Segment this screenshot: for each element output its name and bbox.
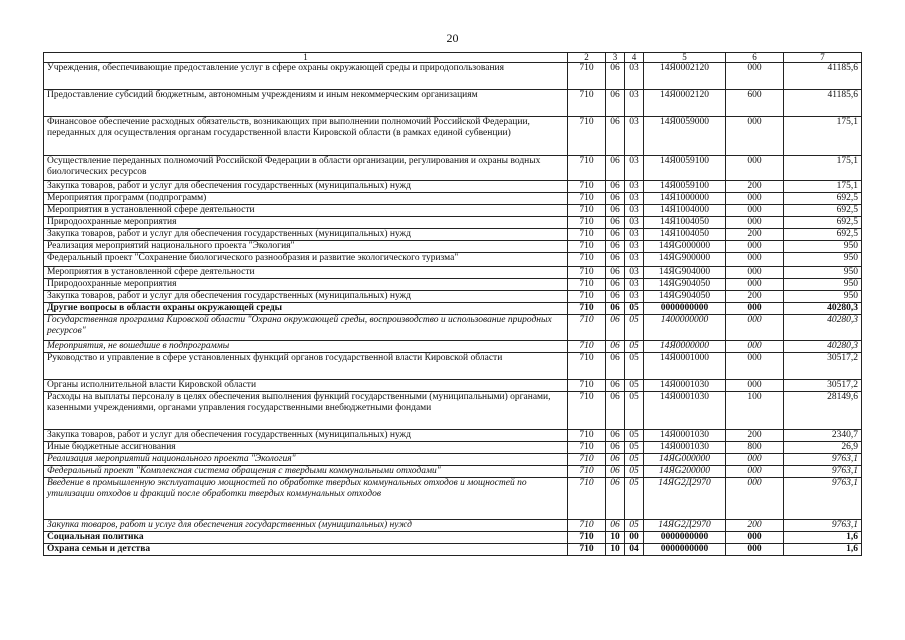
table-row xyxy=(44,63,862,90)
subsection-code-cell: 03 xyxy=(625,217,644,229)
amount-cell: 41185,6 xyxy=(784,63,862,90)
ved-code-cell: 710 xyxy=(568,205,606,217)
amount-cell: 9763,1 xyxy=(784,454,862,466)
target-article-cell: 14ЯG904050 xyxy=(644,279,726,291)
amount-cell: 9763,1 xyxy=(784,520,862,532)
target-article-cell: 14Я0001030 xyxy=(644,430,726,442)
table-row xyxy=(44,303,862,315)
table-row xyxy=(44,353,862,380)
row-name-cell: Органы исполнительной власти Кировской области xyxy=(44,380,568,392)
table-row xyxy=(44,279,862,291)
expense-type-cell: 000 xyxy=(726,267,784,279)
expense-type-cell: 000 xyxy=(726,454,784,466)
row-name-cell: Учреждения, обеспечивающие предоставление услуг в сфере охраны окружающей среды и природопользования xyxy=(44,63,568,90)
section-code-cell: 06 xyxy=(606,117,625,156)
target-article-cell: 0000000000 xyxy=(644,303,726,315)
ved-code-cell: 710 xyxy=(568,291,606,303)
row-name-cell: Закупка товаров, работ и услуг для обеспечения государственных (муниципальных) нужд xyxy=(44,430,568,442)
section-code-cell: 06 xyxy=(606,341,625,353)
table-row xyxy=(44,430,862,442)
row-name-cell: Финансовое обеспечение расходных обязательств, возникающих при выполнении полномочий Российской Федерации, переданных для осуществления органам государственной власти Кировской области (в рамках единой субвенции) xyxy=(44,117,568,156)
subsection-code-cell: 03 xyxy=(625,90,644,117)
section-code-cell: 06 xyxy=(606,430,625,442)
row-name-cell: Расходы на выплаты персоналу в целях обеспечения выполнения функций государственными (муниципальными) органами, казенными учреждениями, органами управления государственными внебюджетными фондами xyxy=(44,392,568,430)
table-row xyxy=(44,193,862,205)
section-code-cell: 06 xyxy=(606,253,625,267)
subsection-code-cell: 05 xyxy=(625,454,644,466)
expense-type-cell: 200 xyxy=(726,229,784,241)
section-code-cell: 10 xyxy=(606,532,625,544)
expense-type-cell: 800 xyxy=(726,442,784,454)
amount-cell: 2340,7 xyxy=(784,430,862,442)
amount-cell: 950 xyxy=(784,267,862,279)
ved-code-cell: 710 xyxy=(568,380,606,392)
subsection-code-cell: 05 xyxy=(625,303,644,315)
subsection-code-cell: 03 xyxy=(625,279,644,291)
section-code-cell: 10 xyxy=(606,544,625,556)
row-name-cell: Мероприятия, не вошедшие в подпрограммы xyxy=(44,341,568,353)
ved-code-cell: 710 xyxy=(568,229,606,241)
expense-type-cell: 000 xyxy=(726,156,784,181)
column-header: 7 xyxy=(784,53,862,63)
target-article-cell: 14Я1000000 xyxy=(644,193,726,205)
subsection-code-cell: 05 xyxy=(625,430,644,442)
target-article-cell: 14Я0059100 xyxy=(644,156,726,181)
ved-code-cell: 710 xyxy=(568,315,606,341)
row-name-cell: Мероприятия в установленной сфере деятельности xyxy=(44,267,568,279)
target-article-cell: 14ЯG2Д2970 xyxy=(644,478,726,520)
table-row xyxy=(44,315,862,341)
subsection-code-cell: 03 xyxy=(625,193,644,205)
amount-cell: 26,9 xyxy=(784,442,862,454)
subsection-code-cell: 05 xyxy=(625,341,644,353)
expense-type-cell: 000 xyxy=(726,532,784,544)
expense-type-cell: 000 xyxy=(726,478,784,520)
expense-type-cell: 000 xyxy=(726,205,784,217)
table-row xyxy=(44,267,862,279)
subsection-code-cell: 00 xyxy=(625,532,644,544)
table-header-row xyxy=(44,53,862,63)
section-code-cell: 06 xyxy=(606,279,625,291)
subsection-code-cell: 05 xyxy=(625,353,644,380)
subsection-code-cell: 03 xyxy=(625,181,644,193)
amount-cell: 9763,1 xyxy=(784,466,862,478)
ved-code-cell: 710 xyxy=(568,341,606,353)
row-name-cell: Государственная программа Кировской области "Охрана окружающей среды, воспроизводство и использование природных ресурсов" xyxy=(44,315,568,341)
expense-type-cell: 000 xyxy=(726,193,784,205)
expense-type-cell: 000 xyxy=(726,117,784,156)
target-article-cell: 1400000000 xyxy=(644,315,726,341)
ved-code-cell: 710 xyxy=(568,532,606,544)
column-header: 5 xyxy=(644,53,726,63)
subsection-code-cell: 03 xyxy=(625,267,644,279)
section-code-cell: 06 xyxy=(606,442,625,454)
subsection-code-cell: 05 xyxy=(625,392,644,430)
row-name-cell: Закупка товаров, работ и услуг для обеспечения государственных (муниципальных) нужд xyxy=(44,520,568,532)
amount-cell: 9763,1 xyxy=(784,478,862,520)
table-row xyxy=(44,532,862,544)
row-name-cell: Федеральный проект "Комплексная система обращения с твердыми коммунальными отходами" xyxy=(44,466,568,478)
expense-type-cell: 000 xyxy=(726,241,784,253)
table-row xyxy=(44,253,862,267)
amount-cell: 175,1 xyxy=(784,117,862,156)
amount-cell: 30517,2 xyxy=(784,353,862,380)
expense-type-cell: 000 xyxy=(726,303,784,315)
amount-cell: 950 xyxy=(784,279,862,291)
row-name-cell: Закупка товаров, работ и услуг для обеспечения государственных (муниципальных) нужд xyxy=(44,229,568,241)
ved-code-cell: 710 xyxy=(568,392,606,430)
amount-cell: 175,1 xyxy=(784,156,862,181)
ved-code-cell: 710 xyxy=(568,544,606,556)
subsection-code-cell: 03 xyxy=(625,117,644,156)
row-name-cell: Предоставление субсидий бюджетным, автономным учреждениям и иным некоммерческим организациям xyxy=(44,90,568,117)
section-code-cell: 06 xyxy=(606,193,625,205)
expense-type-cell: 200 xyxy=(726,520,784,532)
budget-table xyxy=(43,52,862,556)
amount-cell: 1,6 xyxy=(784,544,862,556)
table-row xyxy=(44,241,862,253)
subsection-code-cell: 03 xyxy=(625,63,644,90)
target-article-cell: 14Я1004000 xyxy=(644,205,726,217)
target-article-cell: 14Я0001000 xyxy=(644,353,726,380)
amount-cell: 40280,3 xyxy=(784,341,862,353)
ved-code-cell: 710 xyxy=(568,253,606,267)
subsection-code-cell: 03 xyxy=(625,241,644,253)
target-article-cell: 14Я0059000 xyxy=(644,117,726,156)
amount-cell: 692,5 xyxy=(784,205,862,217)
expense-type-cell: 000 xyxy=(726,217,784,229)
ved-code-cell: 710 xyxy=(568,303,606,315)
target-article-cell: 14ЯG200000 xyxy=(644,466,726,478)
target-article-cell: 14ЯG2Д2970 xyxy=(644,520,726,532)
target-article-cell: 14Я0059100 xyxy=(644,181,726,193)
row-name-cell: Природоохранные мероприятия xyxy=(44,217,568,229)
page-number: 20 xyxy=(446,31,459,45)
target-article-cell: 14Я0001030 xyxy=(644,442,726,454)
ved-code-cell: 710 xyxy=(568,478,606,520)
amount-cell: 950 xyxy=(784,241,862,253)
table-row xyxy=(44,478,862,520)
amount-cell: 950 xyxy=(784,253,862,267)
target-article-cell: 14Я1004050 xyxy=(644,217,726,229)
section-code-cell: 06 xyxy=(606,454,625,466)
ved-code-cell: 710 xyxy=(568,193,606,205)
table-row xyxy=(44,392,862,430)
row-name-cell: Реализация мероприятий национального проекта "Экология" xyxy=(44,454,568,466)
target-article-cell: 14ЯG904050 xyxy=(644,291,726,303)
expense-type-cell: 000 xyxy=(726,466,784,478)
expense-type-cell: 000 xyxy=(726,353,784,380)
expense-type-cell: 200 xyxy=(726,181,784,193)
ved-code-cell: 710 xyxy=(568,430,606,442)
target-article-cell: 14Я0002120 xyxy=(644,63,726,90)
target-article-cell: 14Я0001030 xyxy=(644,392,726,430)
ved-code-cell: 710 xyxy=(568,217,606,229)
subsection-code-cell: 03 xyxy=(625,156,644,181)
subsection-code-cell: 05 xyxy=(625,380,644,392)
ved-code-cell: 710 xyxy=(568,520,606,532)
subsection-code-cell: 05 xyxy=(625,478,644,520)
section-code-cell: 06 xyxy=(606,315,625,341)
row-name-cell: Закупка товаров, работ и услуг для обеспечения государственных (муниципальных) нужд xyxy=(44,291,568,303)
section-code-cell: 06 xyxy=(606,229,625,241)
target-article-cell: 14Я0002120 xyxy=(644,90,726,117)
subsection-code-cell: 03 xyxy=(625,253,644,267)
section-code-cell: 06 xyxy=(606,303,625,315)
target-article-cell: 0000000000 xyxy=(644,532,726,544)
subsection-code-cell: 03 xyxy=(625,229,644,241)
table-row xyxy=(44,466,862,478)
expense-type-cell: 000 xyxy=(726,341,784,353)
section-code-cell: 06 xyxy=(606,392,625,430)
table-row xyxy=(44,229,862,241)
ved-code-cell: 710 xyxy=(568,117,606,156)
section-code-cell: 06 xyxy=(606,63,625,90)
ved-code-cell: 710 xyxy=(568,454,606,466)
row-name-cell: Иные бюджетные ассигнования xyxy=(44,442,568,454)
amount-cell: 692,5 xyxy=(784,229,862,241)
column-header: 6 xyxy=(726,53,784,63)
row-name-cell: Введение в промышленную эксплуатацию мощностей по обработке твердых коммунальных отходов и мощностей по утилизации отходов и фракций после обработки твердых коммунальных отходов xyxy=(44,478,568,520)
subsection-code-cell: 05 xyxy=(625,442,644,454)
subsection-code-cell: 05 xyxy=(625,315,644,341)
ved-code-cell: 710 xyxy=(568,267,606,279)
expense-type-cell: 100 xyxy=(726,392,784,430)
expense-type-cell: 200 xyxy=(726,291,784,303)
amount-cell: 28149,6 xyxy=(784,392,862,430)
amount-cell: 692,5 xyxy=(784,217,862,229)
section-code-cell: 06 xyxy=(606,466,625,478)
expense-type-cell: 000 xyxy=(726,315,784,341)
table-row xyxy=(44,544,862,556)
table-row xyxy=(44,205,862,217)
section-code-cell: 06 xyxy=(606,478,625,520)
row-name-cell: Федеральный проект "Сохранение биологического разнообразия и развитие экологического туризма" xyxy=(44,253,568,267)
target-article-cell: 14Я1004050 xyxy=(644,229,726,241)
column-header: 2 xyxy=(568,53,606,63)
expense-type-cell: 600 xyxy=(726,90,784,117)
subsection-code-cell: 05 xyxy=(625,466,644,478)
subsection-code-cell: 04 xyxy=(625,544,644,556)
section-code-cell: 06 xyxy=(606,267,625,279)
amount-cell: 1,6 xyxy=(784,532,862,544)
expense-type-cell: 000 xyxy=(726,544,784,556)
section-code-cell: 06 xyxy=(606,380,625,392)
expense-type-cell: 000 xyxy=(726,380,784,392)
section-code-cell: 06 xyxy=(606,90,625,117)
expense-type-cell: 000 xyxy=(726,279,784,291)
ved-code-cell: 710 xyxy=(568,279,606,291)
amount-cell: 40280,3 xyxy=(784,315,862,341)
target-article-cell: 14ЯG000000 xyxy=(644,241,726,253)
row-name-cell: Природоохранные мероприятия xyxy=(44,279,568,291)
row-name-cell: Закупка товаров, работ и услуг для обеспечения государственных (муниципальных) нужд xyxy=(44,181,568,193)
row-name-cell: Реализация мероприятий национального проекта "Экология" xyxy=(44,241,568,253)
row-name-cell: Мероприятия в установленной сфере деятельности xyxy=(44,205,568,217)
table-row xyxy=(44,181,862,193)
table-row xyxy=(44,341,862,353)
row-name-cell: Социальная политика xyxy=(44,532,568,544)
section-code-cell: 06 xyxy=(606,217,625,229)
amount-cell: 40280,3 xyxy=(784,303,862,315)
row-name-cell: Осуществление переданных полномочий Российской Федерации в области организации, регулирования и охраны водных биологических ресурсов xyxy=(44,156,568,181)
row-name-cell: Другие вопросы в области охраны окружающей среды xyxy=(44,303,568,315)
amount-cell: 30517,2 xyxy=(784,380,862,392)
table-row xyxy=(44,156,862,181)
ved-code-cell: 710 xyxy=(568,466,606,478)
section-code-cell: 06 xyxy=(606,205,625,217)
subsection-code-cell: 03 xyxy=(625,205,644,217)
row-name-cell: Руководство и управление в сфере установленных функций органов государственной власти Кировской области xyxy=(44,353,568,380)
table-row xyxy=(44,520,862,532)
section-code-cell: 06 xyxy=(606,241,625,253)
target-article-cell: 14ЯG000000 xyxy=(644,454,726,466)
column-header: 3 xyxy=(606,53,625,63)
amount-cell: 41185,6 xyxy=(784,90,862,117)
table-row xyxy=(44,217,862,229)
target-article-cell: 14ЯG900000 xyxy=(644,253,726,267)
target-article-cell: 14Я0001030 xyxy=(644,380,726,392)
amount-cell: 950 xyxy=(784,291,862,303)
ved-code-cell: 710 xyxy=(568,156,606,181)
row-name-cell: Мероприятия программ (подпрограмм) xyxy=(44,193,568,205)
ved-code-cell: 710 xyxy=(568,442,606,454)
expense-type-cell: 000 xyxy=(726,63,784,90)
column-header: 1 xyxy=(44,53,568,63)
ved-code-cell: 710 xyxy=(568,181,606,193)
table-row xyxy=(44,454,862,466)
table-row xyxy=(44,291,862,303)
table-row xyxy=(44,442,862,454)
expense-type-cell: 200 xyxy=(726,430,784,442)
section-code-cell: 06 xyxy=(606,353,625,380)
table-row xyxy=(44,380,862,392)
section-code-cell: 06 xyxy=(606,181,625,193)
section-code-cell: 06 xyxy=(606,291,625,303)
expense-type-cell: 000 xyxy=(726,253,784,267)
ved-code-cell: 710 xyxy=(568,353,606,380)
amount-cell: 692,5 xyxy=(784,193,862,205)
table-row xyxy=(44,117,862,156)
section-code-cell: 06 xyxy=(606,156,625,181)
subsection-code-cell: 03 xyxy=(625,291,644,303)
column-header: 4 xyxy=(625,53,644,63)
target-article-cell: 14Я0000000 xyxy=(644,341,726,353)
table-row xyxy=(44,90,862,117)
ved-code-cell: 710 xyxy=(568,90,606,117)
row-name-cell: Охрана семьи и детства xyxy=(44,544,568,556)
target-article-cell: 14ЯG904000 xyxy=(644,267,726,279)
subsection-code-cell: 05 xyxy=(625,520,644,532)
ved-code-cell: 710 xyxy=(568,63,606,90)
ved-code-cell: 710 xyxy=(568,241,606,253)
section-code-cell: 06 xyxy=(606,520,625,532)
target-article-cell: 0000000000 xyxy=(644,544,726,556)
amount-cell: 175,1 xyxy=(784,181,862,193)
